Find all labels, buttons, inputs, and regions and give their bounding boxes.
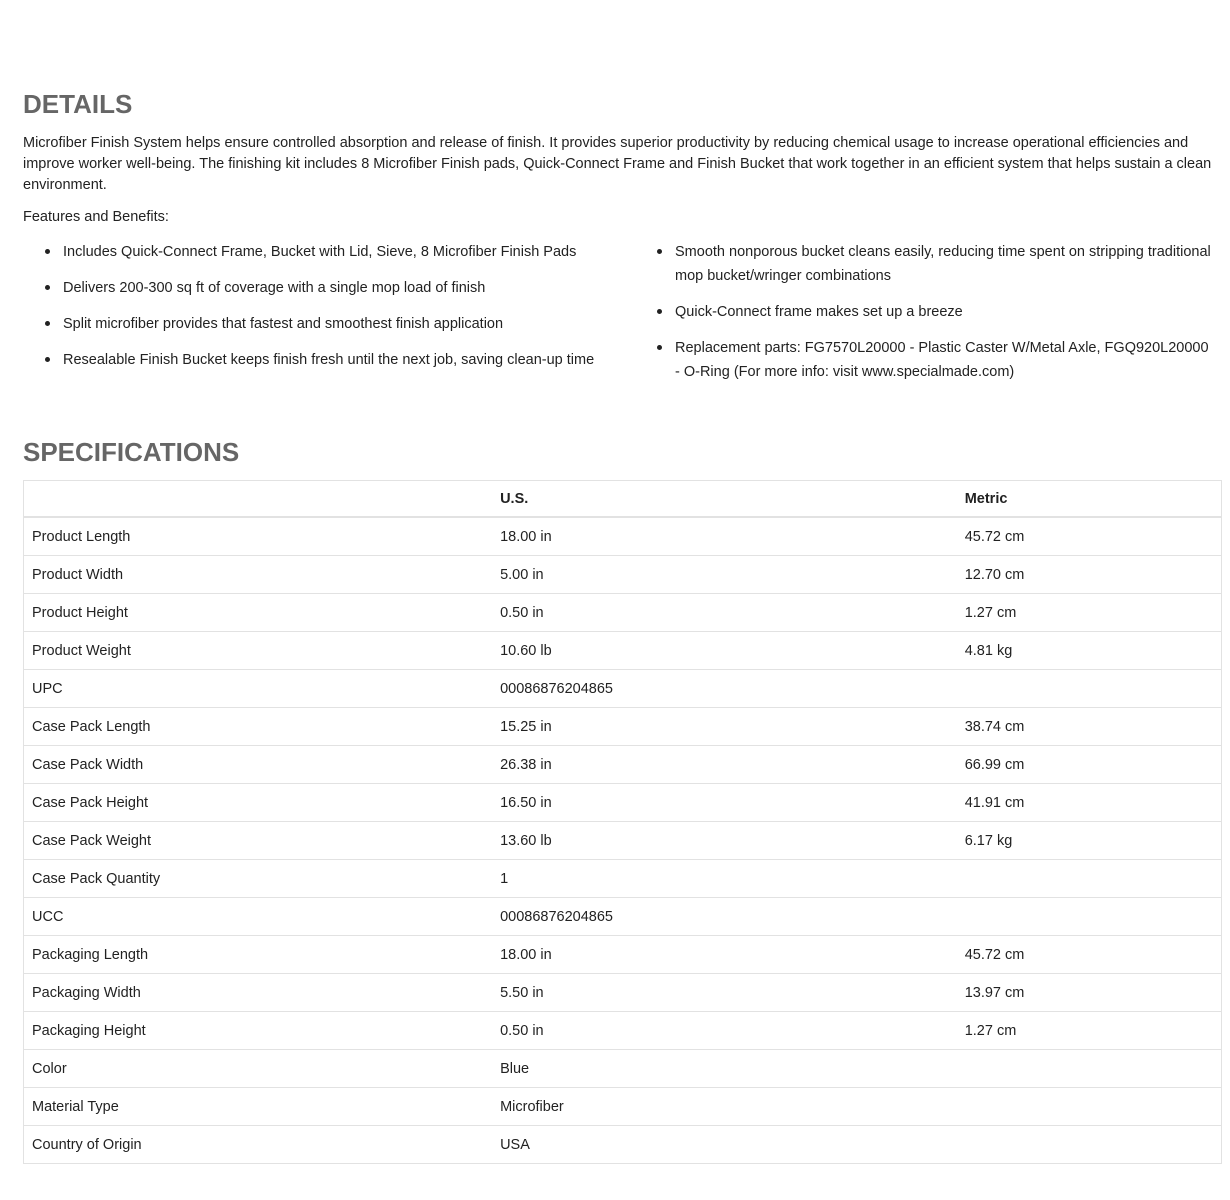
- feature-text: Smooth nonporous bucket cleans easily, reducing time spent on stripping traditional mop bucket/wringer combinations: [675, 244, 1211, 284]
- table-row: [24, 936, 1222, 974]
- spec-metric-value: 45.72 cm: [957, 517, 1222, 556]
- spec-metric-value: 4.81 kg: [957, 632, 1222, 670]
- table-row: [24, 822, 1222, 860]
- bullet-icon: [45, 357, 50, 362]
- spec-attribute: Case Pack Quantity: [24, 860, 493, 898]
- spec-metric-value: 1.27 cm: [957, 1012, 1222, 1050]
- feature-text: Includes Quick-Connect Frame, Bucket with Lid, Sieve, 8 Microfiber Finish Pads: [63, 244, 577, 260]
- table-row: [24, 746, 1222, 784]
- feature-item: [45, 312, 605, 336]
- header-attribute: [24, 481, 493, 518]
- spec-metric-value: 1.27 cm: [957, 594, 1222, 632]
- table-header-row: [24, 481, 1222, 518]
- feature-item: [45, 348, 605, 372]
- spec-attribute: Packaging Length: [24, 936, 493, 974]
- bullet-icon: [657, 309, 662, 314]
- spec-us-value: 15.25 in: [492, 708, 957, 746]
- spec-us-value: 26.38 in: [492, 746, 957, 784]
- spec-metric-value: [957, 1088, 1222, 1126]
- feature-item: [45, 240, 605, 264]
- feature-item: [657, 336, 1217, 384]
- spec-attribute: Product Height: [24, 594, 493, 632]
- spec-attribute: Product Length: [24, 517, 493, 556]
- features-list-right: [657, 240, 1217, 396]
- spec-metric-value: [957, 898, 1222, 936]
- features-list-left: [45, 240, 605, 384]
- table-row: [24, 632, 1222, 670]
- spec-metric-value: 66.99 cm: [957, 746, 1222, 784]
- table-row: [24, 708, 1222, 746]
- feature-text: Resealable Finish Bucket keeps finish fresh until the next job, saving clean-up time: [63, 352, 595, 368]
- spec-attribute: Material Type: [24, 1088, 493, 1126]
- spec-metric-value: 45.72 cm: [957, 936, 1222, 974]
- bullet-icon: [657, 345, 662, 350]
- spec-attribute: Packaging Height: [24, 1012, 493, 1050]
- feature-item: [657, 240, 1217, 288]
- header-metric: Metric: [957, 481, 1222, 518]
- spec-us-value: 0.50 in: [492, 1012, 957, 1050]
- spec-us-value: 16.50 in: [492, 784, 957, 822]
- spec-metric-value: 13.97 cm: [957, 974, 1222, 1012]
- table-row: [24, 517, 1222, 556]
- table-row: [24, 1012, 1222, 1050]
- spec-us-value: 18.00 in: [492, 517, 957, 556]
- bullet-icon: [657, 249, 662, 254]
- spec-attribute: Case Pack Length: [24, 708, 493, 746]
- spec-metric-value: 41.91 cm: [957, 784, 1222, 822]
- feature-item: [45, 276, 605, 300]
- table-row: [24, 1088, 1222, 1126]
- spec-metric-value: 6.17 kg: [957, 822, 1222, 860]
- features-label: Features and Benefits:: [23, 209, 169, 225]
- feature-text: Delivers 200-300 sq ft of coverage with a single mop load of finish: [63, 280, 486, 296]
- spec-us-value: USA: [492, 1126, 957, 1164]
- spec-metric-value: [957, 1050, 1222, 1088]
- specifications-heading: SPECIFICATIONS: [23, 437, 240, 467]
- specifications-table: [23, 480, 1222, 1164]
- table-row: [24, 898, 1222, 936]
- spec-us-value: 1: [492, 860, 957, 898]
- feature-text: Replacement parts: FG7570L20000 - Plastic Caster W/Metal Axle, FGQ920L20000 - O-Ring (For more info: visit www.specialmade.com): [675, 340, 1209, 380]
- details-intro: Microfiber Finish System helps ensure controlled absorption and release of finish. It provides superior productivity by reducing chemical usage to increase operational efficiencies and improve worker well-being. The finishing kit includes 8 Microfiber Finish pads, Quick-Connect Frame and Finish Bucket that work together in an efficient system that helps sustain a clean environment.: [23, 135, 1212, 193]
- details-heading: DETAILS: [23, 89, 133, 119]
- spec-attribute: Case Pack Weight: [24, 822, 493, 860]
- spec-us-value: 18.00 in: [492, 936, 957, 974]
- table-row: [24, 670, 1222, 708]
- bullet-icon: [45, 285, 50, 290]
- spec-us-value: 00086876204865: [492, 670, 957, 708]
- table-row: [24, 974, 1222, 1012]
- spec-metric-value: 38.74 cm: [957, 708, 1222, 746]
- table-row: [24, 1050, 1222, 1088]
- spec-attribute: Case Pack Height: [24, 784, 493, 822]
- table-row: [24, 594, 1222, 632]
- spec-us-value: 00086876204865: [492, 898, 957, 936]
- spec-attribute: Country of Origin: [24, 1126, 493, 1164]
- spec-attribute: Product Weight: [24, 632, 493, 670]
- feature-text: Split microfiber provides that fastest and smoothest finish application: [63, 316, 504, 332]
- table-row: [24, 860, 1222, 898]
- feature-item: [657, 300, 1217, 324]
- spec-us-value: 5.50 in: [492, 974, 957, 1012]
- spec-us-value: 13.60 lb: [492, 822, 957, 860]
- bullet-icon: [45, 321, 50, 326]
- bullet-icon: [45, 249, 50, 254]
- spec-metric-value: [957, 1126, 1222, 1164]
- spec-us-value: 0.50 in: [492, 594, 957, 632]
- spec-attribute: UPC: [24, 670, 493, 708]
- spec-us-value: 10.60 lb: [492, 632, 957, 670]
- spec-attribute: UCC: [24, 898, 493, 936]
- spec-attribute: Product Width: [24, 556, 493, 594]
- spec-us-value: Blue: [492, 1050, 957, 1088]
- spec-attribute: Color: [24, 1050, 493, 1088]
- spec-metric-value: [957, 670, 1222, 708]
- table-row: [24, 556, 1222, 594]
- spec-metric-value: 12.70 cm: [957, 556, 1222, 594]
- spec-us-value: Microfiber: [492, 1088, 957, 1126]
- table-row: [24, 784, 1222, 822]
- header-us: U.S.: [492, 481, 957, 518]
- spec-us-value: 5.00 in: [492, 556, 957, 594]
- table-row: [24, 1126, 1222, 1164]
- spec-attribute: Packaging Width: [24, 974, 493, 1012]
- spec-attribute: Case Pack Width: [24, 746, 493, 784]
- spec-metric-value: [957, 860, 1222, 898]
- feature-text: Quick-Connect frame makes set up a breeze: [675, 304, 963, 320]
